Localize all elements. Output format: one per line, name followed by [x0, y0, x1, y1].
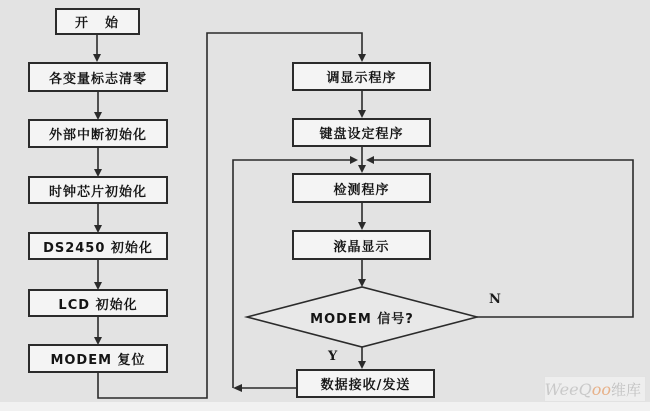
step-clear-flags-label: 各变量标志清零: [48, 71, 147, 87]
step-lcd-display-label: 液晶显示: [333, 239, 390, 255]
decision-modem-signal-label: MODEM 信号?: [310, 311, 414, 327]
step-keyboard-setting-program: [292, 118, 431, 147]
branch-label-no: N: [489, 292, 501, 307]
step-keyboard-setting-program-label: 键盘设定程序: [319, 127, 404, 142]
step-call-display-program: [292, 62, 431, 91]
step-clear-flags: [28, 62, 168, 92]
step-lcd-display: [292, 230, 431, 260]
step-clock-chip-init: [28, 176, 168, 204]
step-data-receive-send-label: 数据接收/发送: [320, 378, 411, 393]
flow-start-label: 开 始: [74, 16, 120, 31]
arrow-transfer-corner: [233, 384, 242, 392]
step-ext-interrupt-init-label: 外部中断初始化: [48, 128, 147, 143]
flow-start: [55, 8, 140, 35]
arrow-loop-right-into-junction: [366, 156, 374, 164]
arrow-into-lcdshow: [358, 222, 366, 230]
step-ds2450-init: [28, 232, 168, 260]
step-modem-reset: [28, 344, 168, 373]
step-detect-program-label: 检测程序: [333, 182, 390, 198]
arrow-into-detect: [358, 165, 366, 173]
watermark-latin: WeeQ: [544, 379, 592, 399]
arrow-into-decision: [358, 279, 366, 287]
watermark-oo: oo: [591, 379, 611, 399]
watermark: [544, 376, 646, 402]
step-modem-reset-label: MODEM 复位: [50, 353, 146, 368]
arrow-into-keyboard: [358, 110, 366, 118]
step-ds2450-init-label: DS2450 初始化: [43, 240, 153, 256]
arrow-into-transfer: [358, 361, 366, 369]
step-clock-chip-init-label: 时钟芯片初始化: [48, 184, 147, 200]
decision-modem-signal: [262, 303, 462, 331]
step-lcd-init-label: LCD 初始化: [58, 297, 138, 313]
step-data-receive-send: [296, 369, 435, 398]
step-call-display-program-label: 调显示程序: [326, 71, 397, 86]
step-ext-interrupt-init: [28, 119, 168, 148]
bottom-edge-strip: [0, 402, 650, 411]
step-detect-program: [292, 173, 431, 203]
step-lcd-init: [28, 289, 168, 317]
arrow-loop-left-into-junction: [350, 156, 358, 164]
arrow-into-clear: [93, 54, 101, 62]
watermark-cjk: 维库: [610, 380, 641, 399]
arrow-into-display: [358, 54, 366, 62]
branch-label-yes: Y: [328, 349, 338, 364]
